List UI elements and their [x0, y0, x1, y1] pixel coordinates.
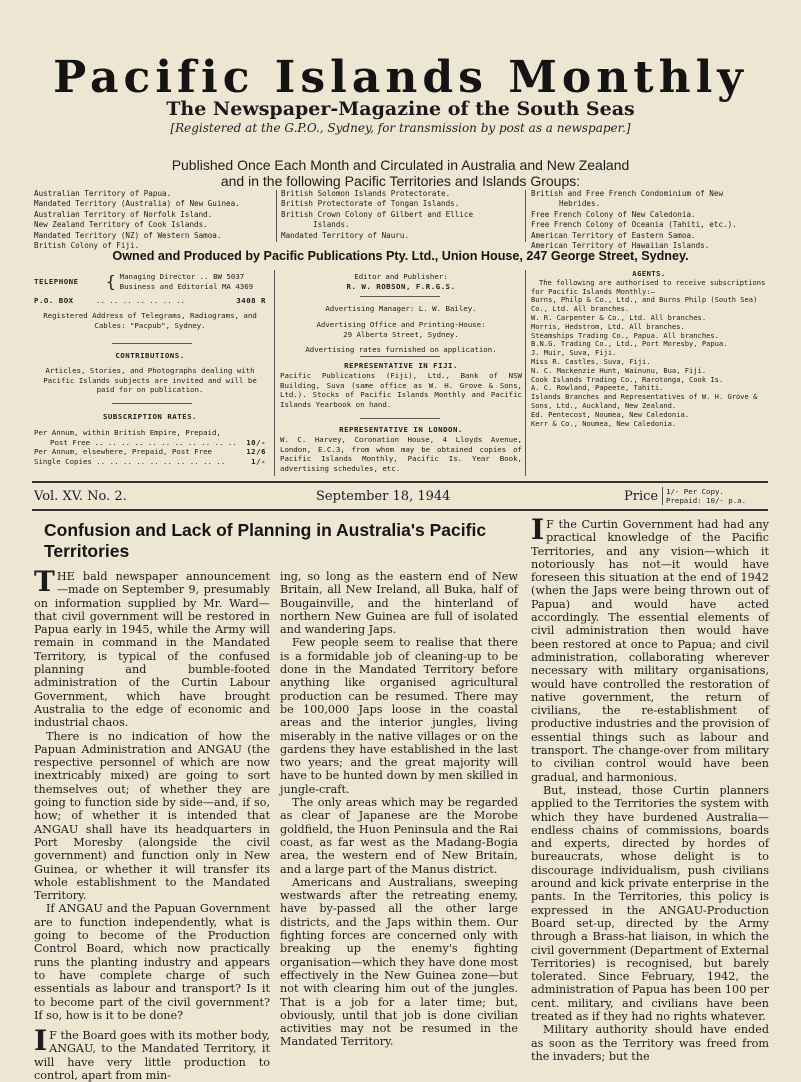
agent-item: N. C. Mackenzie Hunt, Wainunu, Bua, Fiji.: [531, 365, 707, 375]
issue-rule-bottom: [32, 509, 768, 511]
editor-heading: Editor and Publisher:: [354, 272, 448, 281]
drop-cap: T: [34, 565, 55, 598]
editor-block: [280, 272, 522, 292]
territory-item: Free French Colony of Oceania (Tahiti, etc.).: [531, 220, 737, 230]
masthead-subtitle: The Newspaper-Magazine of the South Seas: [166, 98, 635, 120]
ad-rates: Advertising rates furnished on application.: [305, 345, 497, 355]
territory-item: Australian Territory of Norfolk Island.: [34, 209, 213, 219]
territory-item: Mandated Territory of Nauru.: [281, 230, 410, 240]
rep-london-block: [280, 425, 522, 474]
price-details: [662, 487, 772, 505]
price-label: Price: [624, 489, 659, 504]
po-box-leader: .. .. .. .. .. .. ..: [96, 295, 185, 305]
issue-volume: Vol. XV. No. 2.: [34, 489, 127, 504]
territory-item: Mandated Territory (NZ) of Western Samoa.: [34, 230, 222, 240]
rep-fiji-heading: REPRESENTATIVE IN FIJI.: [344, 361, 458, 370]
article-paragraph: Few people seem to realise that there is a formidable job of cleaning-up to be done in the Mandated Territory before anything like organised agricultural production can be resumed. There may be 100,000 Japs loose in the coastal areas and the interior jungles, living miserably in the native villages or on the gardens they have established in the last two years; and the great majority will have to be hunted down by men skilled in jungle-craft.: [280, 636, 518, 796]
column-divider: [525, 270, 526, 476]
agent-item: A. C. Rowland, Papeete, Tahiti.: [531, 383, 664, 393]
column-divider: [276, 190, 277, 242]
article-column-1: [34, 565, 270, 1082]
agent-item: Steamships Trading Co., Papua. All branches.: [531, 330, 719, 340]
subscription-row-label: Post Free .. .. .. .. .. .. .. .. .. .. ..: [50, 437, 237, 447]
territory-item: Australian Territory of Papua.: [34, 189, 172, 198]
article-paragraph: F the Curtin Government had had any practical knowledge of the Pacific Territories, and any vision—which it notoriously has not—it would have foreseen this situation at the end of 1942 (when the Japs were being thrown out of Papua) and would have acted accordingly. The essential elements of civil administration then would have been restored at once to Papua; and civil administration, collaborating wherever necessary with military organisations, would have controlled the restoration of native government, the return of civilians, the re-establishment of productive industries and the provision of essential things such as labour and transport. The change-over from military to civilian control would have been gradual, and harmonious.: [531, 518, 769, 784]
article-paragraph: ing, so long as the eastern end of New Britain, all New Ireland, all Buka, half of Bougainville, and the hinterland of northern New Guinea are full of isolated and wandering Japs.: [280, 570, 518, 637]
agent-item: Burns, Philp & Co., Ltd., and Burns Philp (South Sea) Co., Ltd. All branches.: [531, 295, 758, 314]
circulation-line-1: Published Once Each Month and Circulated in Australia and New Zealand: [171, 157, 630, 173]
agent-item: W. R. Carpenter & Co., Ltd. All branches.: [531, 312, 707, 322]
agent-item: Morris, Hedstrom, Ltd. All branches.: [531, 321, 685, 331]
managing-director-phone: Managing Director .. BW 5037: [119, 272, 245, 281]
agent-item: Miss R. Castles, Suva, Fiji.: [531, 356, 651, 366]
agent-item: B.N.G. Trading Co., Ltd., Port Moresby, Papua.: [531, 339, 728, 349]
territory-item: Hebrides.: [559, 199, 601, 209]
circulation-line-2: and in the following Pacific Territories and Islands Groups:: [220, 173, 581, 189]
contributions-text: Articles, Stories, and Photographs dealing with Pacific Islands subjects are invited and will be paid for on publication.: [43, 365, 257, 395]
po-box-value: 3408 R: [236, 295, 266, 305]
subscription-heading: SUBSCRIPTION RATES.: [102, 412, 198, 421]
telegram-address: Registered Address of Telegrams, Radiograms, and Cables: "Pacpub", Sydney.: [43, 311, 257, 331]
article-paragraph: But, instead, those Curtin planners applied to the Territories the system with which they have burdened Australia—endless chains of commissions, boards and experts, directed by hordes of bureaucrats, whose delight is to discourage individualism, push civilians around and kick private enterprise in the pants. In the Territories, this policy is expressed in the ANGAU-Production Board set-up, directed by the Army through a Brass-hat liaison, in which the civil government (Department of External Territories) is recognised, but barely tolerated. Since February, 1942, the administration of Papua has been 100 per cent. military, and civilians have been treated as if they had no rights whatever.: [531, 783, 769, 1023]
telephone-label: TELEPHONE: [34, 276, 79, 286]
rep-london-text: W. C. Harvey, Coronation House, 4 Lloyds Avenue, London, E.C.3, from whom may be obtained copies of Pacific Islands Monthly, Pacific Is. Year Book, advertising schedules, etc.: [280, 434, 522, 474]
territory-item: Free French Colony of New Caledonia.: [531, 209, 696, 219]
subscription-block: [34, 412, 266, 467]
article-paragraph: Military authority should have ended as soon as the Territory was freed from the invaders; but the: [531, 1023, 769, 1063]
territory-item: American Territory of Eastern Samoa.: [531, 230, 696, 240]
article-paragraph: The only areas which may be regarded as clear of Japanese are the Morobe goldfield, the Huon Peninsula and the Rai coast, as far west as the Madang-Bogia area, the western end of New Britain, and a large part of the Manus district.: [280, 796, 518, 876]
territory-item: Mandated Territory (Australia) of New Guinea.: [34, 199, 240, 209]
divider: [360, 418, 440, 419]
article-paragraph: Americans and Australians, sweeping westwards after the retreating enemy, have by-passed all the other large districts, and the Japs within them. Our fighting forces are concerned only with breaking up the enemy's fighting organisation—which they have done most effectively in the New Guinea zone—but not with clearing him out of the jungles. That is a job for a later time; but, obviously, until that job is done civilian activities may not be resumed in the Mandated Territory.: [280, 875, 518, 1049]
issue-rule-top: [32, 481, 768, 483]
ad-office-line-2: 29 Alberta Street, Sydney.: [343, 329, 459, 339]
article-headline: Confusion and Lack of Planning in Australia's Pacific Territories: [44, 520, 487, 561]
issue-date: September 18, 1944: [316, 489, 451, 504]
territory-item: British Crown Colony of Gilbert and Ellice: [281, 209, 474, 219]
rep-fiji-text: Pacific Publications (Fiji), Ltd., Bank of NSW Building, Suva (same office as W. H. Grove & Sons, Ltd.). Stocks of Pacific Islands Monthly and Pacific Islands Yearbook on hand.: [280, 370, 522, 410]
article-paragraph: If ANGAU and the Papuan Government are to function independently, what is going to become of the Production Control Board, which now practically runs the planting industry and appears to have complete charge of such essentials as labour and transport? Is it to become part of the civil government? If so, how is it to be done?: [34, 902, 270, 1022]
agents-block: [531, 270, 767, 428]
subscription-row-value: 12/6: [246, 447, 266, 457]
territory-item: British Colony of Fiji.: [34, 241, 140, 251]
territory-item: British Solomon Islands Protectorate.: [281, 189, 451, 198]
territories-col-2: [281, 189, 517, 241]
subscription-row-value: 1/-: [251, 457, 266, 467]
territory-item: Islands.: [313, 220, 350, 230]
registration-note: [Registered at the G.P.O., Sydney, for transmission by post as a newspaper.]: [170, 121, 631, 135]
contributions-heading: CONTRIBUTIONS.: [115, 351, 185, 360]
territory-item: American Territory of Hawaiian Islands.: [531, 241, 710, 251]
article-column-2: [280, 570, 518, 1049]
ad-office-line-1: Advertising Office and Printing-House:: [316, 319, 486, 329]
agent-item: Cook Islands Trading Co., Rarotonga, Cook Is.: [531, 374, 724, 384]
price-per-copy: 1/- Per Copy.: [666, 487, 724, 496]
territories-col-3: [531, 189, 771, 251]
divider: [360, 356, 440, 357]
contributions-block: [34, 351, 266, 395]
price-prepaid: Prepaid: 10/- p.a.: [666, 496, 747, 505]
owned-by-line: Owned and Produced by Pacific Publications Pty. Ltd., Union House, 247 George Street, Sydney.: [112, 249, 689, 263]
subscription-row: Per Annum, within British Empire, Prepaid,: [34, 427, 221, 437]
column-divider: [525, 190, 526, 242]
po-box-label: P.O. BOX: [34, 295, 74, 305]
divider: [360, 296, 440, 297]
agent-item: Kerr & Co., Noumea, New Caledonia.: [531, 418, 677, 428]
article-paragraph: There is no indication of how the Papuan Administration and ANGAU (the respective personnel of which are now inextricably mixed) are going to sort themselves out; of whether they are going to function side by side—and, if so, how; of whether it is intended that ANGAU shall have its headquarters in Port Moresby (alongside the civil government) and function only in New Guinea, or whether it will transfer its whole establishment to the Mandated Territory.: [34, 729, 270, 903]
contact-block: [34, 272, 266, 331]
agents-heading: AGENTS.: [632, 269, 666, 278]
rep-fiji-block: [280, 361, 522, 410]
subscription-row-value: 10/-: [246, 437, 266, 447]
drop-cap: I: [34, 1024, 48, 1058]
subscription-row-label: Per Annum, elsewhere, Prepaid, Post Free: [34, 447, 212, 457]
subscription-row-label: Single Copies .. .. .. .. .. .. .. .. .. ..: [34, 457, 226, 467]
editor-name: R. W. ROBSON, F.R.G.S.: [346, 281, 456, 291]
agent-item: J. Muir, Suva, Fiji.: [531, 348, 617, 358]
masthead-title: Pacific Islands Monthly: [53, 52, 748, 103]
agent-item: Ed. Pentecost, Noumea, New Caledonia.: [531, 409, 690, 419]
article-column-3: [531, 513, 769, 1063]
territory-item: British and Free French Condominium of New: [531, 189, 724, 198]
agent-item: Islands Branches and Representatives of W. H. Grove & Sons, Ltd., Auckland, New Zealand.: [531, 392, 758, 410]
brace-glyph: {: [106, 271, 116, 291]
article-paragraph: F the Board goes with its mother body, ANGAU, to the Mandated Territory, it will have very little production to control, apart from min-: [34, 1029, 270, 1082]
territories-col-1: [34, 189, 274, 251]
drop-cap: I: [531, 513, 545, 546]
ad-manager: Advertising Manager: L. W. Bailey.: [325, 304, 477, 313]
divider: [112, 403, 192, 404]
agents-intro: The following are authorised to receive subscriptions for Pacific Islands Monthly:—: [531, 277, 766, 296]
column-divider: [274, 270, 275, 476]
business-editorial-phone: Business and Editorial MA 4369: [119, 281, 254, 291]
advertising-block: [280, 304, 522, 355]
divider: [112, 343, 192, 344]
territory-item: New Zealand Territory of Cook Islands.: [34, 220, 208, 230]
territory-item: British Protectorate of Tongan Islands.: [281, 199, 460, 209]
article-paragraph: HE bald newspaper announcement —made on September 9, presumably on information supplied by Mr. Ward—that civil government will be restored in Papua early in 1945, while the Army will remain in command in the Mandated Territory, is typical of the confused planning and bumble-footed administration of the Curtin Labour Government, which have brought Australia to the edge of economic and industrial chaos.: [34, 570, 270, 730]
rep-london-heading: REPRESENTATIVE IN LONDON.: [339, 425, 463, 434]
